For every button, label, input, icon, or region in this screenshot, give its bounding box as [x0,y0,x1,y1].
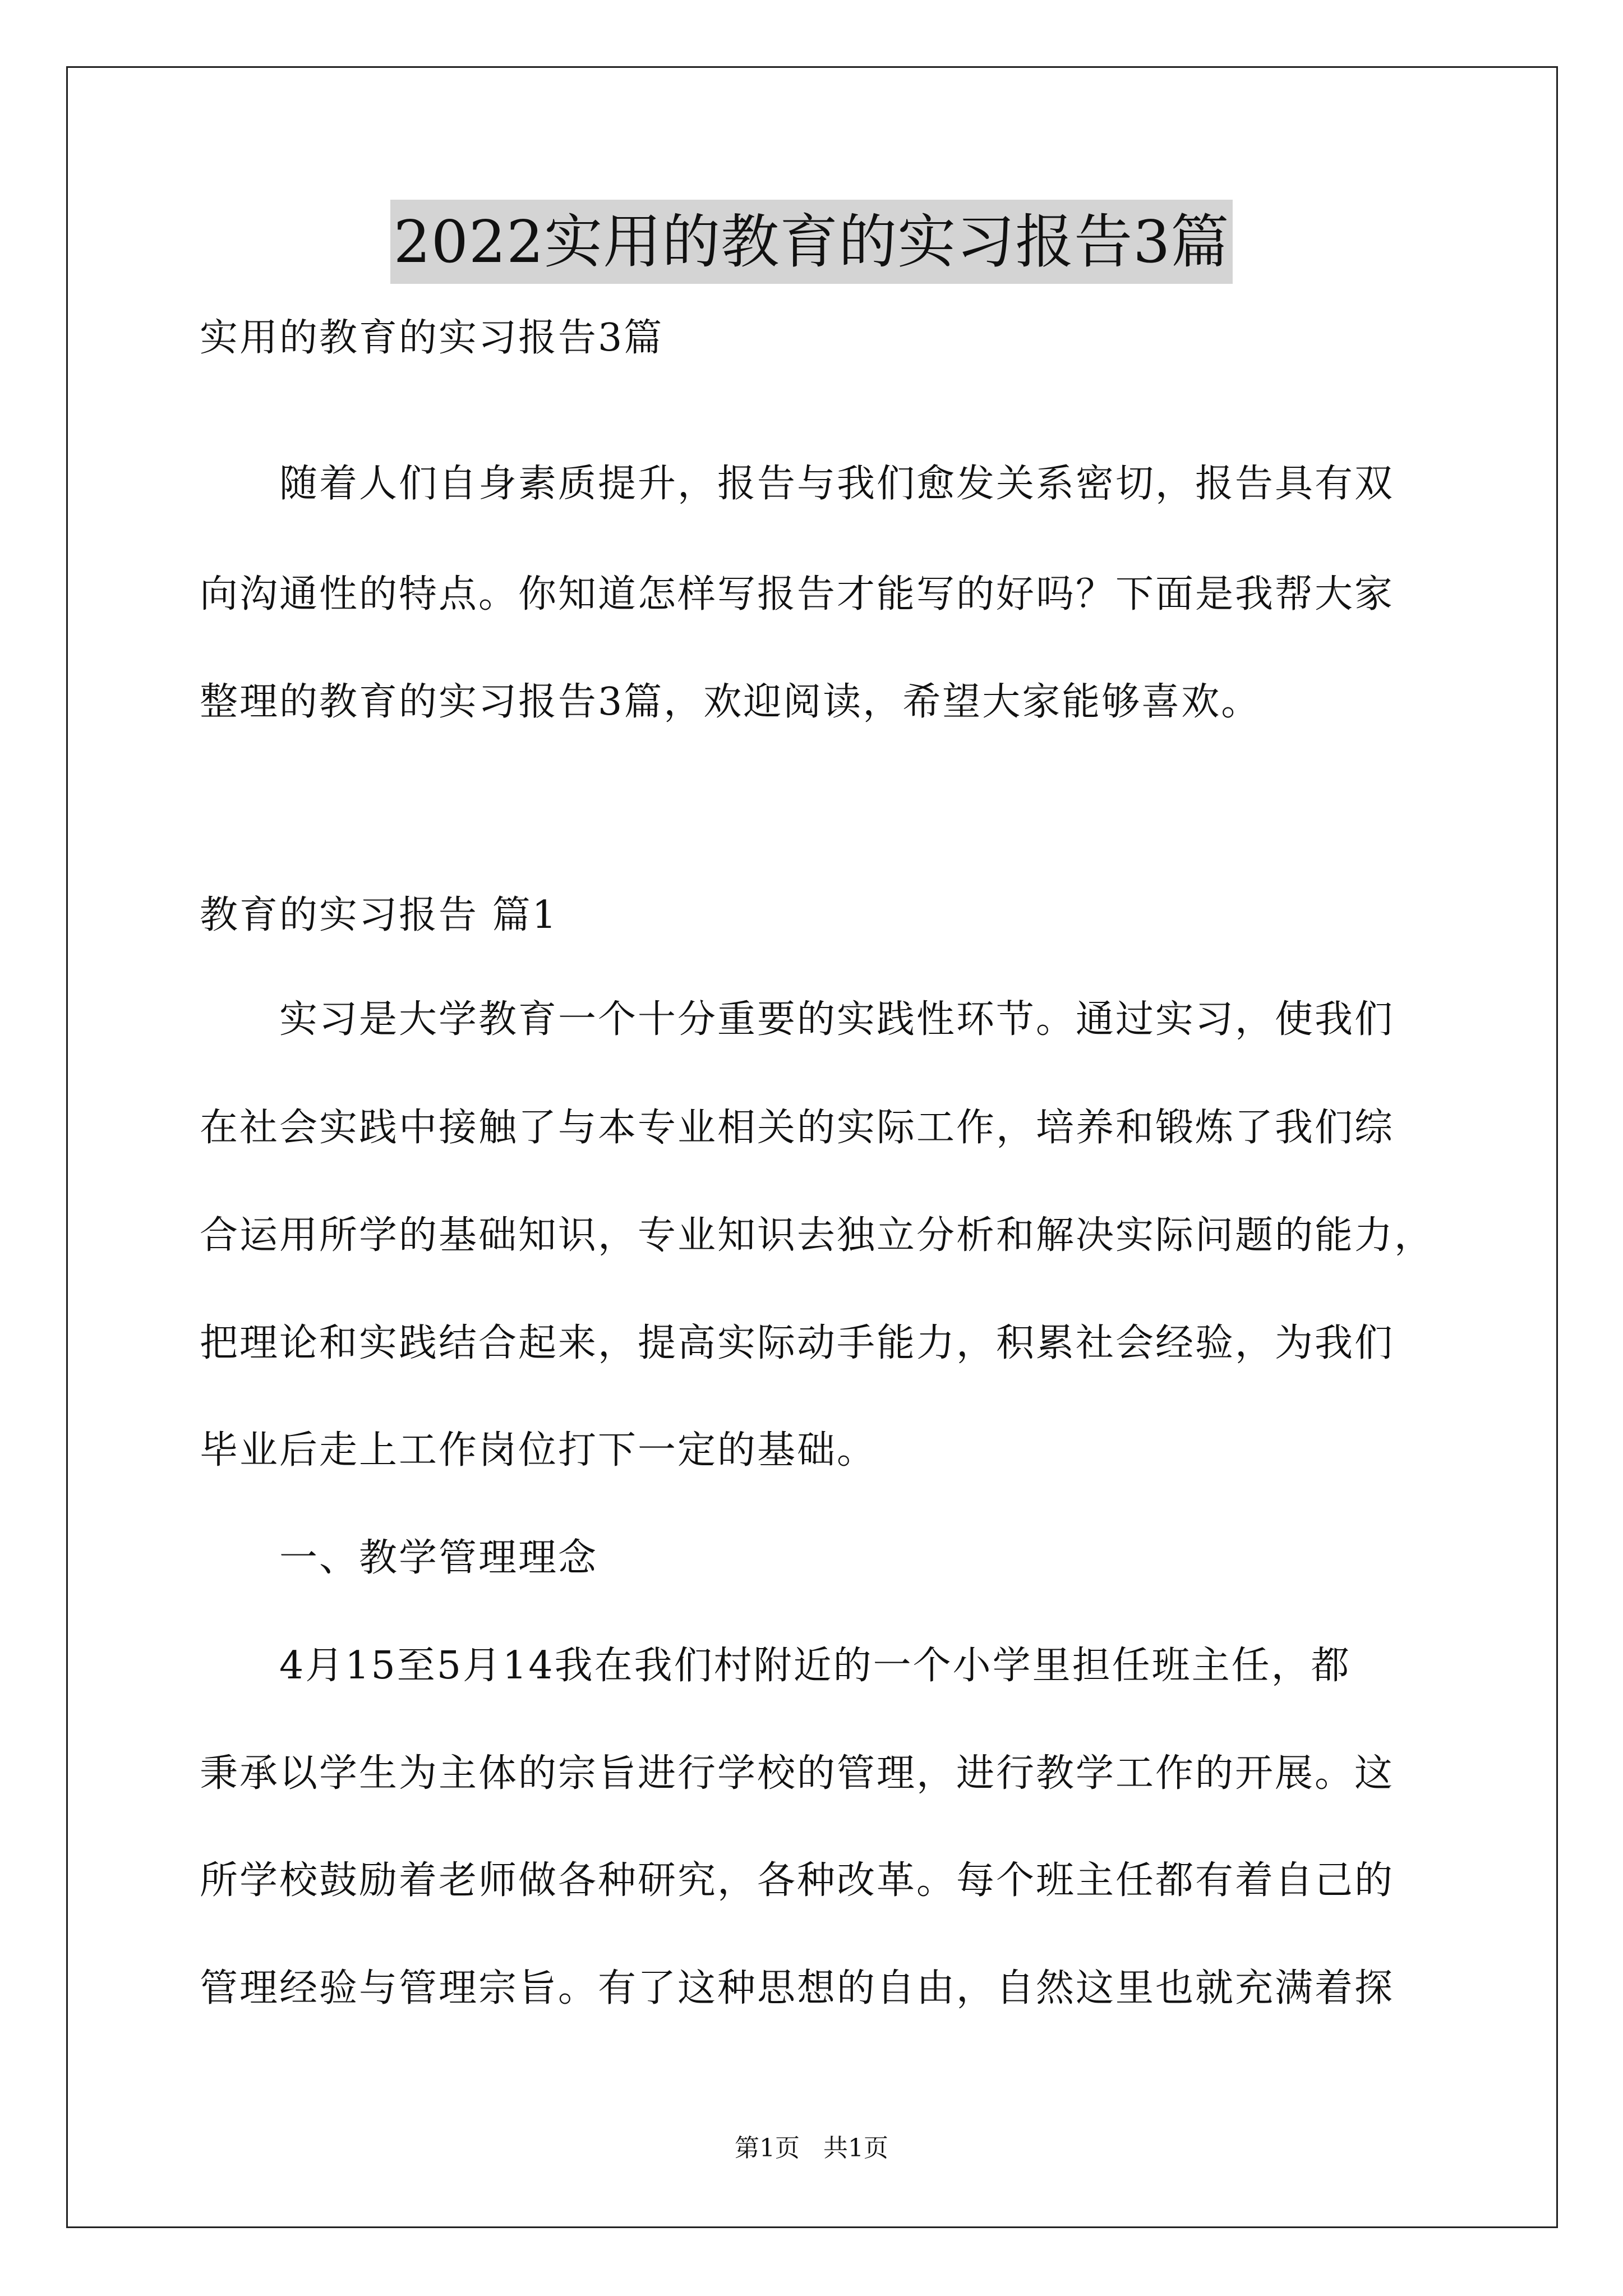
paragraph-1-line-1: 实习是大学教育一个十分重要的实践性环节。通过实习，使我们 [200,997,1395,1042]
section-heading: 教育的实习报告 篇1 [200,893,558,937]
paragraph-1-line-5: 毕业后走上工作岗位打下一定的基础。 [200,1428,877,1473]
intro-line-3: 整理的教育的实习报告3篇，欢迎阅读，希望大家能够喜欢。 [200,680,1261,724]
title-wrap [0,200,1623,284]
subsection-heading: 一、教学管理理念 [200,1536,598,1580]
intro-line-1: 随着人们自身素质提升，报告与我们愈发关系密切，报告具有双 [200,462,1395,506]
paragraph-1-line-4: 把理论和实践结合起来，提高实际动手能力，积累社会经验，为我们 [200,1321,1395,1365]
paragraph-2-line-4: 管理经验与管理宗旨。有了这种思想的自由，自然这里也就充满着探 [200,1966,1395,2010]
paragraph-2-line-1: 4月15至5月14我在我们村附近的一个小学里担任班主任，都 [200,1644,1351,1688]
intro-line-2: 向沟通性的特点。你知道怎样写报告才能写的好吗？下面是我帮大家 [200,572,1395,616]
subtitle-line: 实用的教育的实习报告3篇 [200,316,664,360]
paragraph-1-line-2: 在社会实践中接触了与本专业相关的实际工作，培养和锻炼了我们综 [200,1106,1395,1150]
page-footer: 第1页 共1页 [735,2134,888,2162]
paragraph-1-line-3: 合运用所学的基础知识，专业知识去独立分析和解决实际问题的能力， [200,1213,1435,1258]
document-title: 2022实用的教育的实习报告3篇 [390,200,1233,284]
paragraph-2-line-2: 秉承以学生为主体的宗旨进行学校的管理，进行教学工作的开展。这 [200,1751,1395,1796]
paragraph-2-line-3: 所学校鼓励着老师做各种研究，各种改革。每个班主任都有着自己的 [200,1858,1395,1903]
